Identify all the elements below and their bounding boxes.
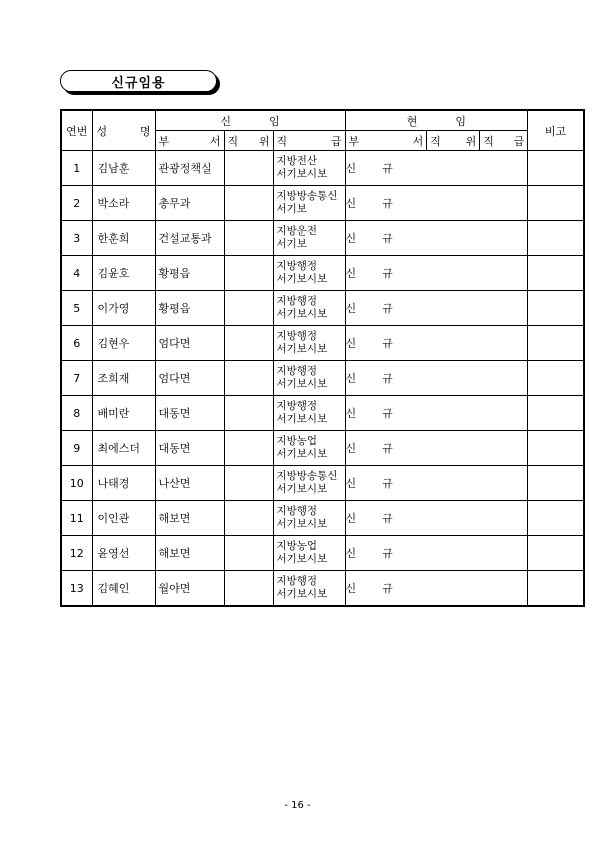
row-remark xyxy=(528,501,584,536)
row-current-grade xyxy=(480,501,528,536)
row-current xyxy=(345,256,427,291)
row-grade-wrap xyxy=(274,540,345,566)
table-row xyxy=(61,186,584,221)
row-current-wrap xyxy=(346,300,427,316)
row-grade-line2: 서기보시보 xyxy=(276,553,328,565)
table-row xyxy=(61,151,584,186)
row-dept-text: 황평읍 xyxy=(158,302,191,315)
row-grade xyxy=(273,326,345,361)
row-name-text: 김남훈 xyxy=(97,162,130,175)
row-dept xyxy=(155,186,224,221)
row-no-text: 10 xyxy=(69,476,84,490)
row-no xyxy=(61,396,92,431)
row-dept-text: 대동면 xyxy=(158,407,191,420)
row-dept-wrap xyxy=(156,265,224,281)
page-number: - 16 - xyxy=(284,800,311,811)
row-grade xyxy=(273,221,345,256)
row-dept-text: 엄다면 xyxy=(158,372,191,385)
row-name-wrap xyxy=(93,440,155,456)
row-position xyxy=(224,256,273,291)
row-name-wrap xyxy=(93,510,155,526)
row-no xyxy=(61,186,92,221)
row-position xyxy=(224,361,273,396)
row-name xyxy=(92,571,155,607)
row-current-grade xyxy=(480,256,528,291)
row-current-pos xyxy=(427,221,480,256)
row-dept xyxy=(155,571,224,607)
row-dept xyxy=(155,431,224,466)
row-name-text: 이인관 xyxy=(97,512,130,525)
row-no xyxy=(61,256,92,291)
row-grade-line2: 서기보시보 xyxy=(276,518,328,530)
row-remark xyxy=(528,151,584,186)
table-row xyxy=(61,466,584,501)
row-current-text: 신규 xyxy=(345,197,419,210)
row-grade-line2: 서기보시보 xyxy=(276,588,328,600)
row-name xyxy=(92,431,155,466)
row-remark xyxy=(528,431,584,466)
row-no-text: 2 xyxy=(73,196,81,210)
table-row xyxy=(61,361,584,396)
col-header-cur-grade-a: 직 xyxy=(483,134,494,148)
row-current-text: 신규 xyxy=(345,162,419,175)
table-row xyxy=(61,536,584,571)
row-current-pos xyxy=(427,431,480,466)
row-grade-wrap xyxy=(274,295,345,321)
row-current-text: 신규 xyxy=(345,442,419,455)
row-grade-wrap xyxy=(274,400,345,426)
row-current-grade xyxy=(480,466,528,501)
row-dept-text: 관광정책실 xyxy=(158,162,212,175)
row-no xyxy=(61,536,92,571)
row-grade-line2: 서기보시보 xyxy=(276,273,328,285)
col-header-no: 연번 xyxy=(61,110,92,151)
row-grade-line1: 지방행정 xyxy=(276,260,318,272)
row-no xyxy=(61,501,92,536)
row-dept xyxy=(155,256,224,291)
row-current-wrap xyxy=(346,335,427,351)
row-name-text: 김혜인 xyxy=(97,582,130,595)
row-name xyxy=(92,536,155,571)
row-position xyxy=(224,466,273,501)
row-name-wrap xyxy=(93,545,155,561)
row-current-text: 신규 xyxy=(345,302,419,315)
row-current-grade xyxy=(480,291,528,326)
row-current-wrap xyxy=(346,370,427,386)
col-header-name-b: 명 xyxy=(139,124,151,138)
row-remark xyxy=(528,396,584,431)
table-row xyxy=(61,326,584,361)
row-position xyxy=(224,536,273,571)
row-name-text: 박소라 xyxy=(97,197,130,210)
row-grade xyxy=(273,571,345,607)
row-position xyxy=(224,186,273,221)
row-no-text: 3 xyxy=(73,231,81,245)
row-name-text: 김윤호 xyxy=(97,267,130,280)
row-name-wrap xyxy=(93,265,155,281)
row-grade-line2: 서기보시보 xyxy=(276,483,328,495)
row-grade-wrap xyxy=(274,470,345,496)
row-no-text: 11 xyxy=(69,511,84,525)
row-dept-text: 해보면 xyxy=(158,547,191,560)
row-current-pos xyxy=(427,501,480,536)
table-row xyxy=(61,501,584,536)
col-header-new-post-b: 임 xyxy=(269,114,280,128)
row-grade-line1: 지방행정 xyxy=(276,400,318,412)
row-no xyxy=(61,466,92,501)
row-grade-wrap xyxy=(274,435,345,461)
row-dept xyxy=(155,326,224,361)
row-current-wrap xyxy=(346,230,427,246)
row-no xyxy=(61,361,92,396)
table-body xyxy=(61,110,584,606)
row-position xyxy=(224,571,273,607)
row-current xyxy=(345,396,427,431)
row-dept-text: 대동면 xyxy=(158,442,191,455)
row-grade-wrap xyxy=(274,330,345,356)
row-current-grade xyxy=(480,151,528,186)
row-dept-wrap xyxy=(156,440,224,456)
row-current-pos xyxy=(427,256,480,291)
row-current-text: 신규 xyxy=(345,547,419,560)
row-name-text: 배미란 xyxy=(97,407,130,420)
row-current-wrap xyxy=(346,475,427,491)
row-current-pos xyxy=(427,536,480,571)
row-dept-text: 해보면 xyxy=(158,512,191,525)
row-dept-text: 건설교통과 xyxy=(158,232,212,245)
row-dept xyxy=(155,466,224,501)
row-position xyxy=(224,431,273,466)
row-grade-line1: 지방농업 xyxy=(276,435,318,447)
row-dept-wrap xyxy=(156,195,224,211)
col-header-grade xyxy=(273,131,345,151)
row-dept-wrap xyxy=(156,510,224,526)
row-name xyxy=(92,256,155,291)
row-name xyxy=(92,396,155,431)
row-name xyxy=(92,466,155,501)
col-header-current-b: 임 xyxy=(455,114,467,128)
col-header-cur-grade xyxy=(480,131,528,151)
row-current-grade xyxy=(480,396,528,431)
row-current xyxy=(345,571,427,607)
col-header-current-a: 현 xyxy=(406,114,418,128)
col-header-name-a: 성 xyxy=(96,124,108,138)
row-current-wrap xyxy=(346,160,427,176)
row-current-wrap xyxy=(346,265,427,281)
row-current-grade xyxy=(480,221,528,256)
row-current-wrap xyxy=(346,545,427,561)
row-current-wrap xyxy=(346,580,427,596)
row-current xyxy=(345,501,427,536)
row-grade-line1: 지방행정 xyxy=(276,365,318,377)
col-header-cur-pos-a: 직 xyxy=(430,134,441,148)
row-remark xyxy=(528,221,584,256)
row-dept xyxy=(155,151,224,186)
row-grade xyxy=(273,361,345,396)
row-grade-line1: 지방행정 xyxy=(276,295,318,307)
row-grade-line2: 서기보시보 xyxy=(276,413,328,425)
row-current-wrap xyxy=(346,510,427,526)
row-name xyxy=(92,291,155,326)
row-current xyxy=(345,466,427,501)
row-no xyxy=(61,151,92,186)
row-no xyxy=(61,571,92,607)
row-grade-line2: 서기보시보 xyxy=(276,343,328,355)
row-grade xyxy=(273,501,345,536)
row-current-text: 신규 xyxy=(345,232,419,245)
col-header-cur-grade-b: 급 xyxy=(513,134,525,148)
row-remark xyxy=(528,326,584,361)
row-current-pos xyxy=(427,291,480,326)
row-name xyxy=(92,221,155,256)
row-dept xyxy=(155,501,224,536)
row-current-text: 신규 xyxy=(345,407,419,420)
row-grade xyxy=(273,536,345,571)
table-row xyxy=(61,431,584,466)
col-header-dept xyxy=(155,131,224,151)
row-name-wrap xyxy=(93,475,155,491)
row-name xyxy=(92,501,155,536)
table-row xyxy=(61,221,584,256)
row-no xyxy=(61,431,92,466)
row-dept xyxy=(155,291,224,326)
row-no xyxy=(61,221,92,256)
row-current-pos xyxy=(427,396,480,431)
row-grade-line1: 지방방송통신 xyxy=(276,470,338,482)
row-name-text: 김현우 xyxy=(97,337,130,350)
row-grade-wrap xyxy=(274,155,345,181)
row-grade-wrap xyxy=(274,575,345,601)
row-grade-line2: 서기보시보 xyxy=(276,448,328,460)
row-grade-line1: 지방전산 xyxy=(276,155,318,167)
row-name-text: 조희재 xyxy=(97,372,130,385)
col-header-cur-pos xyxy=(427,131,480,151)
row-dept-wrap xyxy=(156,335,224,351)
row-grade-line2: 서기보시보 xyxy=(276,378,328,390)
row-current-pos xyxy=(427,186,480,221)
row-current-grade xyxy=(480,536,528,571)
row-dept-wrap xyxy=(156,300,224,316)
row-current xyxy=(345,291,427,326)
row-position xyxy=(224,151,273,186)
row-position xyxy=(224,291,273,326)
row-current-wrap xyxy=(346,405,427,421)
table-row xyxy=(61,291,584,326)
row-dept-wrap xyxy=(156,475,224,491)
row-current-grade xyxy=(480,431,528,466)
row-name-text: 최에스더 xyxy=(97,442,141,455)
row-grade-line1: 지방행정 xyxy=(276,575,318,587)
row-current-grade xyxy=(480,326,528,361)
row-grade xyxy=(273,291,345,326)
row-current xyxy=(345,326,427,361)
row-name-wrap xyxy=(93,230,155,246)
row-remark xyxy=(528,571,584,607)
row-dept-wrap xyxy=(156,580,224,596)
row-grade-wrap xyxy=(274,260,345,286)
row-no-text: 7 xyxy=(73,371,81,385)
row-no-text: 13 xyxy=(69,581,84,595)
table-row xyxy=(61,396,584,431)
section-title xyxy=(60,70,217,92)
row-grade xyxy=(273,466,345,501)
row-current xyxy=(345,431,427,466)
row-dept-text: 황평읍 xyxy=(158,267,191,280)
row-no-text: 8 xyxy=(73,406,81,420)
row-dept xyxy=(155,396,224,431)
row-grade-wrap xyxy=(274,190,345,216)
row-name-text: 한훈희 xyxy=(97,232,130,245)
appointment-table xyxy=(60,109,585,607)
row-grade-wrap xyxy=(274,225,345,251)
row-grade-line2: 서기보시보 xyxy=(276,308,328,320)
row-no xyxy=(61,326,92,361)
col-header-current xyxy=(345,110,528,131)
row-current xyxy=(345,221,427,256)
row-name-wrap xyxy=(93,300,155,316)
table-row xyxy=(61,571,584,607)
row-grade xyxy=(273,151,345,186)
row-grade-line2: 서기보 xyxy=(276,203,307,215)
row-grade-line1: 지방운전 xyxy=(276,225,318,237)
row-dept-text: 엄다면 xyxy=(158,337,191,350)
row-grade-wrap xyxy=(274,505,345,531)
col-header-name xyxy=(92,110,155,151)
row-grade-line1: 지방방송통신 xyxy=(276,190,338,202)
row-dept-wrap xyxy=(156,545,224,561)
row-no-text: 4 xyxy=(73,266,81,280)
row-dept-text: 총무과 xyxy=(158,197,191,210)
row-grade-line1: 지방행정 xyxy=(276,330,318,342)
row-no-text: 1 xyxy=(73,161,81,175)
row-grade xyxy=(273,396,345,431)
section-title-text: 신규임용 xyxy=(111,75,166,91)
row-current-wrap xyxy=(346,195,427,211)
row-name-wrap xyxy=(93,160,155,176)
row-grade-wrap xyxy=(274,365,345,391)
row-remark xyxy=(528,466,584,501)
row-current xyxy=(345,536,427,571)
row-grade-line1: 지방행정 xyxy=(276,505,318,517)
row-remark xyxy=(528,536,584,571)
row-no xyxy=(61,291,92,326)
row-current-text: 신규 xyxy=(345,477,419,490)
row-name xyxy=(92,326,155,361)
row-grade xyxy=(273,256,345,291)
col-header-grade-a: 직 xyxy=(276,134,288,148)
row-dept-wrap xyxy=(156,230,224,246)
row-current xyxy=(345,361,427,396)
row-current-text: 신규 xyxy=(345,372,419,385)
row-grade xyxy=(273,186,345,221)
row-dept-wrap xyxy=(156,160,224,176)
row-name-text: 나태경 xyxy=(97,477,130,490)
row-position xyxy=(224,501,273,536)
row-remark xyxy=(528,186,584,221)
row-dept xyxy=(155,361,224,396)
row-dept-text: 나산면 xyxy=(158,477,191,490)
col-header-cur-dept-a: 부 xyxy=(348,134,360,148)
row-current-wrap xyxy=(346,440,427,456)
row-name xyxy=(92,151,155,186)
row-current-pos xyxy=(427,571,480,607)
row-dept xyxy=(155,536,224,571)
col-header-grade-b: 급 xyxy=(330,134,342,148)
row-no-text: 12 xyxy=(69,546,84,560)
row-name-text: 이가영 xyxy=(97,302,130,315)
row-remark xyxy=(528,291,584,326)
row-grade-line2: 서기보 xyxy=(276,238,307,250)
row-name-text: 윤영선 xyxy=(97,547,130,560)
row-remark xyxy=(528,256,584,291)
row-current xyxy=(345,186,427,221)
col-header-new-post xyxy=(155,110,345,131)
header-row-1 xyxy=(61,110,584,131)
row-current-pos xyxy=(427,466,480,501)
row-current-grade xyxy=(480,361,528,396)
row-name xyxy=(92,186,155,221)
row-current-text: 신규 xyxy=(345,512,419,525)
row-dept-wrap xyxy=(156,405,224,421)
row-current-pos xyxy=(427,326,480,361)
row-grade-line1: 지방농업 xyxy=(276,540,318,552)
col-header-pos-a: 직 xyxy=(227,134,239,148)
row-current-grade xyxy=(480,571,528,607)
col-header-remarks: 비고 xyxy=(528,110,584,151)
row-name-wrap xyxy=(93,405,155,421)
row-current xyxy=(345,151,427,186)
row-no-text: 9 xyxy=(73,441,81,455)
row-dept-wrap xyxy=(156,370,224,386)
row-name-wrap xyxy=(93,335,155,351)
row-position xyxy=(224,396,273,431)
row-current-text: 신규 xyxy=(345,337,419,350)
row-name-wrap xyxy=(93,370,155,386)
col-header-dept-a: 부 xyxy=(158,134,170,148)
row-current-text: 신규 xyxy=(345,582,419,595)
row-current-pos xyxy=(427,151,480,186)
row-name xyxy=(92,361,155,396)
row-grade-line2: 서기보시보 xyxy=(276,168,328,180)
row-position xyxy=(224,326,273,361)
row-dept xyxy=(155,221,224,256)
col-header-pos-b: 위 xyxy=(258,134,270,148)
table-row xyxy=(61,256,584,291)
row-name-wrap xyxy=(93,580,155,596)
row-position xyxy=(224,221,273,256)
row-current-pos xyxy=(427,361,480,396)
row-dept-text: 월야면 xyxy=(158,582,191,595)
col-header-dept-b: 서 xyxy=(209,134,221,148)
col-header-cur-dept xyxy=(345,131,427,151)
col-header-pos xyxy=(224,131,273,151)
col-header-cur-pos-b: 위 xyxy=(465,134,477,148)
col-header-new-post-a: 신 xyxy=(220,114,231,128)
row-no-text: 5 xyxy=(73,301,81,315)
row-remark xyxy=(528,361,584,396)
row-grade xyxy=(273,431,345,466)
row-current-grade xyxy=(480,186,528,221)
row-no-text: 6 xyxy=(73,336,81,350)
row-current-text: 신규 xyxy=(345,267,419,280)
row-name-wrap xyxy=(93,195,155,211)
col-header-cur-dept-b: 서 xyxy=(412,134,424,148)
